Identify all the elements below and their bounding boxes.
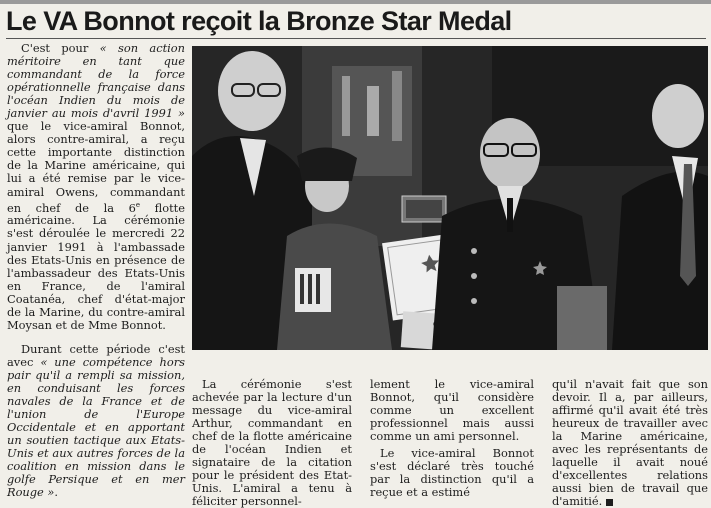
article-column-1	[7, 42, 185, 499]
article-paragraph-3: La cérémonie s'est achevée par la lecture d'un message du vice-amiral Arthur, commandant en chef de la flotte américaine de l'océan Indien et signataire de la citation pour le président des Etat-Unis. L'amiral a tenu à féliciter personnel-	[192, 377, 352, 508]
text-span: .	[54, 485, 59, 500]
article-paragraph-5: Le vice-amiral Bonnot s'est déclaré très touché par la distinction qu'il a reçue et a estimé	[370, 446, 534, 500]
article-paragraph-2	[7, 343, 185, 500]
article-paragraph-6	[552, 378, 708, 508]
text-span: C'est pour	[21, 41, 100, 55]
text-span: Durant cette période c'est avec	[7, 341, 185, 369]
title-rule	[6, 38, 706, 39]
article-column-2	[192, 378, 352, 508]
text-span: flotte américaine. La cérémonie s'est déroulée le mercredi 22 janvier 1991 à l'ambassade des Etats-Unis en présence de l'ambassadeur des Etats-Unis en France, de l'amiral Coatanéa, chef d'état-major de la Marine, du contre-amiral Moysan et de Mme Bonnot.	[7, 200, 185, 332]
text-span: qu'il n'avait fait que son devoir. Il a, par ailleurs, affirmé qu'il avait été très heureux de travailler avec la Marine américaine, avec les représentants de laquelle il avait noué d'excellentes relations aussi bien de travail que d'amitié.	[552, 377, 708, 508]
article-paragraph-4: lement le vice-amiral Bonnot, qu'il considère comme un excellent professionnel mais aussi comme un ami personnel.	[370, 377, 534, 444]
article-title: Le VA Bonnot reçoit la Bronze Star Medal	[6, 6, 512, 36]
quote-text: « une compétence hors pair qu'il a rempli sa mission, en conduisant les forces navales de la France et de l'union de l'Europe Occidentale et en apportant un soutien tactique aux Etats-Unis et aux autres forces de la coalition en mission dans le golfe Persique et en mer Rouge »	[7, 354, 186, 500]
ceremony-photo	[192, 46, 708, 350]
article-column-4	[552, 378, 708, 508]
superscript: e	[135, 200, 141, 209]
text-span: que le vice-amiral Bonnot, alors contre-amiral, a reçu cette importante distinction de la Marine américaine, qui lui a été remise par le vice-amiral Owens, commandant en chef de la 6	[7, 119, 185, 215]
article-column-3	[370, 378, 534, 499]
end-mark-icon	[606, 499, 613, 506]
quote-text: « son action méritoire en tant que commandant de la force opérationnelle française dans l'océan Indien du mois de janvier au mois d'avril 1991 »	[7, 41, 185, 121]
ceremony-photo-drawing	[192, 46, 708, 350]
article-paragraph-1	[7, 42, 185, 332]
